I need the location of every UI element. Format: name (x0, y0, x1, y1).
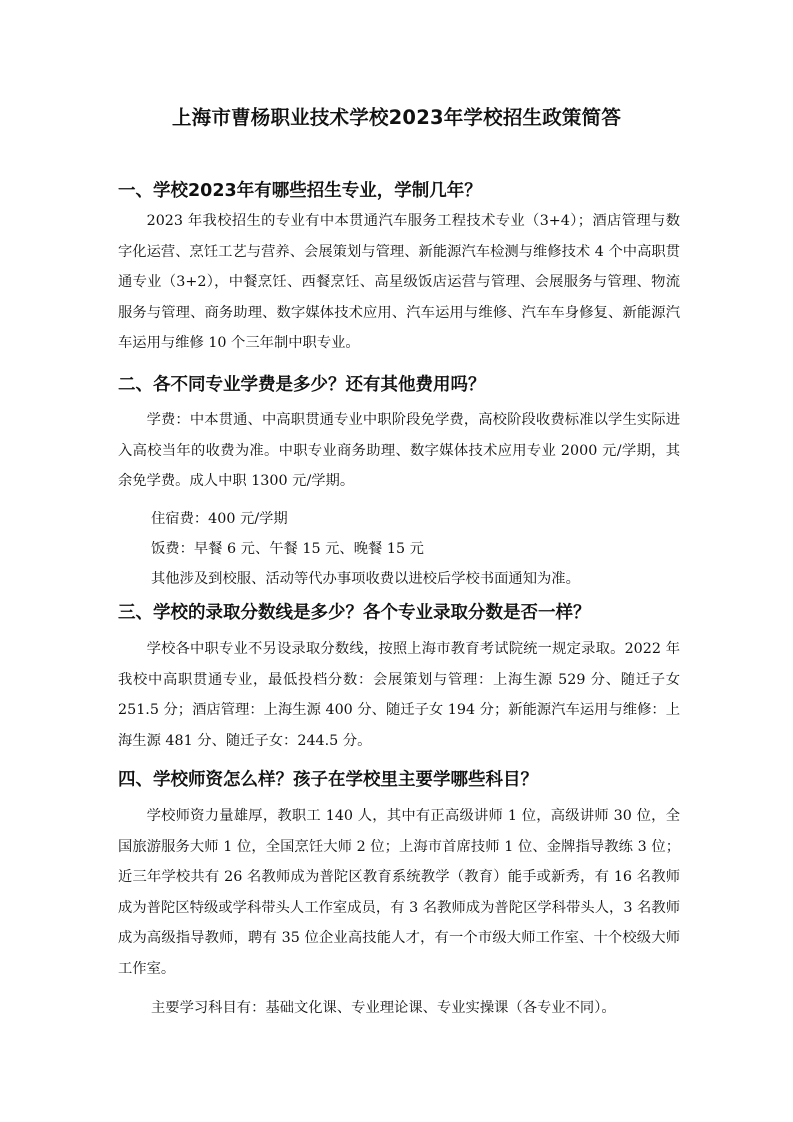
section-2-heading: 二、各不同专业学费是多少？还有其他费用吗？ (118, 375, 486, 395)
section-4-heading: 四、学校师资怎么样？孩子在学校里主要学哪些科目？ (118, 770, 538, 790)
section-2-meal-fee: 饭费：早餐 6 元、午餐 15 元、晚餐 15 元 (151, 541, 424, 557)
section-2-other-fees: 其他涉及到校服、活动等代办事项收费以进校后学校书面通知为准。 (151, 571, 580, 587)
section-4-body: 学校师资力量雄厚，教职工 140 人，其中有正高级讲师 1 位，高级讲师 30 位，全国旅游服务大师 1 位，全国烹饪大师 2 位；上海市首席技师 1 位、金牌指导教练 3 位；近三年学校共有 26 名教师成为普陀区教育系统教学（教育）能手或新秀，有 16 名教师成为普陀区特级或学科带头人工作室成员，有 3 名教师成为普陀区学科带头人，3 名教师成为高级指导教师，聘有 35 位企业高技能人才，有一个市级大师工作室、十个校级大师工作室。 (118, 808, 680, 977)
section-2-fees-paragraph: 学费：中本贯通、中高职贯通专业中职阶段免学费，高校阶段收费标准以学生实际进入高校当年的收费为准。中职专业商务助理、数字媒体技术应用专业 2000 元/学期，其余免学费。成人中职 1300 元/学期。 (118, 412, 680, 489)
section-3-body: 学校各中职专业不另设录取分数线，按照上海市教育考试院统一规定录取。2022 年我校中高职贯通专业，最低投档分数：会展策划与管理：上海生源 529 分、随迁子女 251.5 分；酒店管理：上海生源 400 分、随迁子女 194 分；新能源汽车运用与维修：上海生源 481 分、随迁子女：244.5 分。 (118, 641, 680, 749)
section-2-lodging-fee: 住宿费：400 元/学期 (151, 511, 288, 527)
section-4-subjects: 主要学习科目有：基础文化课、专业理论课、专业实操课（各专业不同）。 (151, 1000, 616, 1016)
section-1-body: 2023 年我校招生的专业有中本贯通汽车服务工程技术专业（3+4）；酒店管理与数字化运营、烹饪工艺与营养、会展策划与管理、新能源汽车检测与维修技术 4 个中高职贯通专业（3+2），中餐烹饪、西餐烹饪、高星级饭店运营与管理、会展服务与管理、物流服务与管理、商务助理、数字媒体技术应用、汽车运用与维修、汽车车身修复、新能源汽车运用与维修 10 个三年制中职专业。 (118, 213, 680, 351)
page-title: 上海市曹杨职业技术学校2023年学校招生政策简答 (171, 106, 622, 129)
section-1-heading: 一、学校2023年有哪些招生专业，学制几年？ (118, 181, 482, 201)
section-3-heading: 三、学校的录取分数线是多少？各个专业录取分数是否一样？ (118, 603, 591, 623)
